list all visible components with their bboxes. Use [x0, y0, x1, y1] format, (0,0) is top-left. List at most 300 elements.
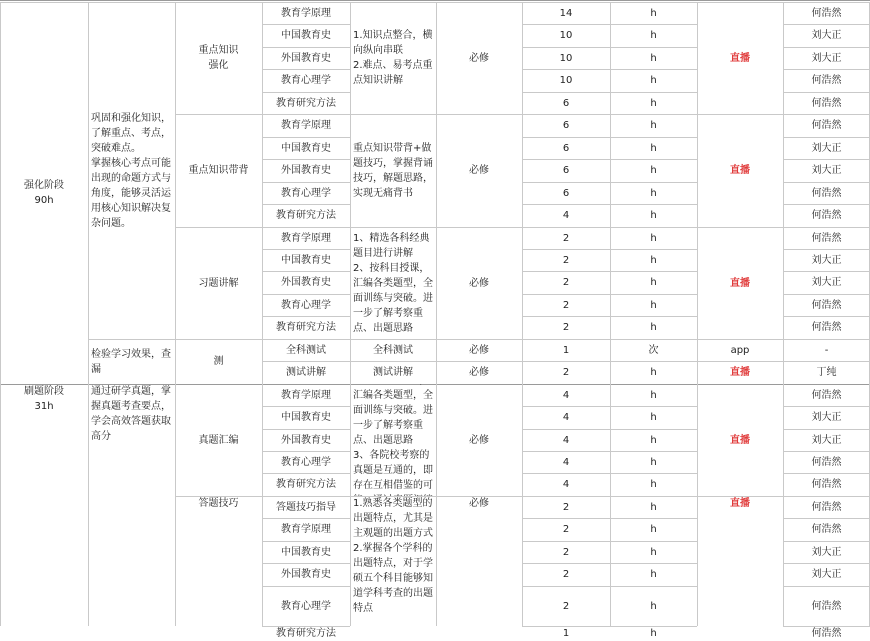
grid-line: [697, 2, 698, 626]
hours-cell: [522, 92, 610, 114]
grid-line: [783, 563, 870, 564]
required-cell: [436, 114, 522, 227]
teacher-cell: [783, 114, 870, 137]
grid-line: [783, 541, 870, 542]
method-cell: [697, 2, 783, 114]
subject-cell-text: 外国教育史: [281, 52, 331, 64]
teacher-cell-text: 刘大正: [811, 569, 842, 580]
module-name: [175, 227, 262, 339]
teacher-cell-text: 何浩然: [811, 524, 842, 535]
hours-cell-text: 2: [562, 322, 570, 333]
subject-cell: [262, 227, 350, 249]
unit-cell-text: h: [650, 232, 657, 244]
unit-cell-text: h: [650, 97, 657, 109]
unit-cell-text: h: [650, 628, 657, 639]
subject-cell: [262, 384, 350, 406]
grid-line: [783, 159, 870, 160]
hours-cell-text: 10: [559, 75, 573, 86]
unit-cell: [610, 204, 697, 227]
desc-cell: [350, 361, 436, 384]
subject-cell: [262, 563, 350, 586]
stage-name-text: 刷题阶段 31h: [24, 386, 64, 412]
hours-cell-text: 2: [562, 299, 570, 311]
unit-cell-text: h: [650, 412, 657, 423]
unit-cell: [610, 159, 697, 182]
grid-line: [262, 541, 350, 542]
subject-cell-text: 外国教育史: [281, 165, 331, 176]
subject-cell-text: 答题技巧指导: [276, 501, 336, 513]
teacher-cell-text: 刘大正: [811, 30, 842, 41]
subject-cell-text: 教育心理学: [281, 75, 331, 86]
grid-line: [262, 159, 350, 160]
module-name: [175, 384, 262, 496]
grid-line: [262, 361, 870, 362]
hours-cell-text: 10: [559, 30, 573, 41]
grid-line: [0, 2, 1, 626]
unit-cell: [610, 2, 697, 24]
hours-cell-text: 6: [562, 97, 570, 109]
module-desc-text: 1、精选各科经典 题目进行讲解 2、按科目授课， 汇编各类题型，全 面训练与突破。进 一步了解考察重 点、出题思路: [353, 232, 433, 334]
unit-cell: [610, 294, 697, 316]
subject-cell: [262, 271, 350, 294]
subject-cell: [262, 92, 350, 114]
teacher-cell-text: 刘大正: [811, 165, 842, 176]
subject-cell: [262, 518, 350, 541]
teacher-cell: [783, 159, 870, 182]
grid-line: [783, 518, 870, 519]
desc-cell-text: 测试讲解: [373, 367, 413, 378]
subject-cell-text: 教育学原理: [281, 232, 331, 244]
teacher-cell: [783, 137, 870, 159]
hours-cell: [522, 384, 610, 406]
grid-line: [783, 182, 870, 183]
grid-line: [262, 24, 350, 25]
hours-cell-text: 4: [562, 456, 570, 468]
subject-cell-text: 中国教育史: [281, 546, 331, 558]
method-cell-text: 直播: [730, 165, 750, 176]
hours-cell-text: 6: [562, 187, 570, 199]
grid-line: [783, 24, 870, 25]
hours-cell: [522, 114, 610, 137]
required-cell: [436, 227, 522, 339]
teacher-cell-text: 何浩然: [811, 232, 842, 244]
teacher-cell: [783, 518, 870, 541]
method-cell-text: 直播: [730, 277, 750, 289]
unit-cell-text: h: [650, 165, 657, 176]
unit-cell-text: 次: [648, 344, 659, 356]
subject-cell-text: 外国教育史: [281, 569, 331, 580]
required-cell-text: 必修: [469, 367, 489, 378]
teacher-cell-text: 何浩然: [811, 187, 842, 199]
grid-line: [262, 204, 350, 205]
grid-line: [262, 182, 350, 183]
subject-cell-text: 中国教育史: [281, 412, 331, 423]
subject-cell: [262, 204, 350, 227]
hours-cell-text: 4: [562, 210, 570, 221]
subject-cell-text: 教育心理学: [281, 600, 331, 612]
module-name-text: 真题汇编: [198, 434, 239, 446]
grid-line: [262, 626, 350, 627]
module-desc: [350, 227, 436, 339]
method-cell-text: 直播: [730, 52, 750, 64]
grid-line: [783, 249, 870, 250]
grid-line: [262, 563, 350, 564]
hours-cell-text: 4: [562, 479, 570, 490]
unit-cell-text: h: [650, 277, 657, 288]
unit-cell-text: h: [650, 52, 657, 64]
module-desc-text: 1.知识点整合，横 向纵向串联 2.难点、易考点重 点知识讲解: [353, 30, 433, 86]
method-cell: [697, 114, 783, 227]
unit-cell: [610, 271, 697, 294]
hours-cell-text: 2: [562, 277, 570, 288]
unit-cell: [610, 249, 697, 271]
required-cell-text: 必修: [469, 498, 489, 509]
module-desc-text: 重点知识带背+做 题技巧，掌握背诵 技巧，解题思路， 实现无痛背书: [353, 142, 433, 199]
stage-name: [0, 384, 88, 414]
teacher-cell-text: 何浩然: [811, 75, 842, 86]
subject-cell-text: 全科测试: [286, 344, 326, 356]
teacher-cell-text: 何浩然: [811, 7, 842, 19]
subject-cell-text: 外国教育史: [281, 277, 331, 288]
subject-cell-text: 教育学原理: [281, 389, 331, 401]
module-name-text: 答题技巧: [198, 498, 239, 509]
hours-cell: [522, 204, 610, 227]
hours-cell-text: 4: [562, 412, 570, 423]
required-cell-text: 必修: [469, 165, 489, 176]
teacher-cell-text: 何浩然: [811, 600, 842, 612]
teacher-cell-text: 刘大正: [811, 434, 842, 446]
teacher-cell: [783, 2, 870, 24]
hours-cell-text: 1: [562, 344, 570, 356]
stage-goal: [88, 2, 175, 339]
teacher-cell-text: 刘大正: [811, 142, 842, 154]
teacher-cell: [783, 47, 870, 69]
teacher-cell: [783, 406, 870, 429]
subject-cell-text: 教育心理学: [281, 299, 331, 311]
subject-cell: [262, 114, 350, 137]
teacher-cell-text: 刘大正: [811, 412, 842, 423]
subject-cell: [262, 451, 350, 473]
unit-cell-text: h: [650, 456, 657, 468]
subject-cell-text: 教育心理学: [281, 187, 331, 199]
subject-cell: [262, 69, 350, 92]
teacher-cell-text: 何浩然: [811, 628, 842, 639]
unit-cell: [610, 47, 697, 69]
grid-line: [0, 0, 870, 1]
module-desc: [350, 2, 436, 114]
unit-cell: [610, 227, 697, 249]
teacher-cell: [783, 496, 870, 518]
method-cell-text: 直播: [730, 367, 750, 378]
test-goal-cell-text: 检验学习效果，查漏: [91, 348, 171, 375]
hours-cell: [522, 294, 610, 316]
subject-cell-text: 中国教育史: [281, 30, 331, 41]
subject-cell: [262, 294, 350, 316]
unit-cell-text: h: [650, 479, 657, 490]
teacher-cell: [783, 451, 870, 473]
hours-cell: [522, 47, 610, 69]
teacher-cell-text: -: [824, 344, 829, 356]
grid-line: [262, 473, 350, 474]
hours-cell: [522, 541, 610, 563]
subject-cell-text: 教育学原理: [281, 120, 331, 131]
unit-cell: [610, 316, 697, 339]
required-cell: [436, 361, 522, 384]
grid-line: [783, 47, 870, 48]
hours-cell: [522, 227, 610, 249]
grid-line: [783, 473, 870, 474]
teacher-cell: [783, 541, 870, 563]
method-cell-text: 直播: [730, 498, 750, 509]
stage-goal-text: 巩固和强化知识， 了解重点、考点， 突破难点。 掌握核心考点可能 出现的命题方式与 角度，能够灵活运 用核心知识解决复 杂问题。: [91, 112, 171, 229]
unit-cell: [610, 451, 697, 473]
grid-line: [262, 586, 350, 587]
unit-cell-text: h: [650, 524, 657, 535]
subject-cell-text: 教育学原理: [281, 7, 331, 19]
teacher-cell: [783, 204, 870, 227]
grid-line: [262, 2, 263, 626]
subject-cell-text: 外国教育史: [281, 434, 331, 446]
grid-line: [262, 429, 350, 430]
grid-line: [175, 2, 176, 626]
subject-cell: [262, 24, 350, 47]
grid-line: [610, 2, 611, 626]
module-name: [175, 339, 262, 384]
module-name-text: 习题讲解: [198, 277, 239, 289]
module-desc-text: 1.熟悉各类题型的 出题特点，尤其是 主观题的出题方式 2.掌握各个学科的 出题特点，对于学 硕五个科目能够知 道学科考查的出题 特点: [353, 498, 433, 614]
grid-line: [783, 271, 870, 272]
method-cell: [697, 227, 783, 339]
grid-line: [783, 204, 870, 205]
subject-cell-text: 教育研究方法: [276, 210, 336, 221]
subject-cell: [262, 339, 350, 361]
hours-cell-text: 2: [562, 600, 570, 612]
grid-line: [262, 316, 350, 317]
method-cell: [697, 496, 783, 511]
module-desc: [350, 384, 436, 496]
required-cell: [436, 339, 522, 361]
grid-line: [262, 271, 350, 272]
subject-cell-text: 中国教育史: [281, 254, 331, 266]
hours-cell: [522, 249, 610, 271]
unit-cell-text: h: [650, 7, 657, 19]
subject-cell: [262, 2, 350, 24]
required-cell-text: 必修: [469, 344, 489, 356]
teacher-cell-text: 刘大正: [811, 254, 842, 266]
teacher-cell: [783, 249, 870, 271]
teacher-cell-text: 何浩然: [811, 501, 842, 513]
hours-cell-text: 14: [559, 7, 573, 19]
unit-cell: [610, 626, 697, 641]
grid-line: [262, 451, 350, 452]
teacher-cell: [783, 92, 870, 114]
test-goal-cell: [88, 339, 175, 384]
hours-cell-text: 6: [562, 142, 570, 154]
module-name: [175, 496, 262, 511]
grid-line: [88, 339, 175, 340]
hours-cell: [522, 563, 610, 586]
hours-cell: [522, 271, 610, 294]
unit-cell: [610, 496, 697, 518]
unit-cell: [610, 69, 697, 92]
grid-line: [262, 69, 350, 70]
hours-cell-text: 2: [562, 546, 570, 558]
module-name: [175, 2, 262, 114]
subject-cell: [262, 586, 350, 626]
hours-cell-text: 2: [562, 501, 570, 513]
required-cell: [436, 496, 522, 511]
subject-cell: [262, 249, 350, 271]
unit-cell: [610, 114, 697, 137]
required-cell-text: 必修: [469, 52, 489, 64]
method-cell: [697, 339, 783, 361]
unit-cell-text: h: [650, 142, 657, 154]
unit-cell-text: h: [650, 120, 657, 131]
unit-cell: [610, 586, 697, 626]
method-cell: [697, 384, 783, 496]
grid-line: [522, 2, 523, 626]
grid-line: [262, 137, 350, 138]
teacher-cell-text: 何浩然: [811, 210, 842, 221]
hours-cell: [522, 137, 610, 159]
grid-line: [783, 406, 870, 407]
grid-line: [262, 92, 350, 93]
teacher-cell-text: 刘大正: [811, 546, 842, 558]
subject-cell-text: 教育研究方法: [276, 479, 336, 490]
grid-line: [436, 2, 437, 626]
unit-cell: [610, 361, 697, 384]
required-cell-text: 必修: [469, 434, 489, 446]
unit-cell-text: h: [650, 187, 657, 199]
teacher-cell-text: 何浩然: [811, 322, 842, 333]
method-cell-text: app: [730, 344, 750, 356]
unit-cell: [610, 92, 697, 114]
grid-line: [262, 406, 350, 407]
hours-cell-text: 6: [562, 120, 570, 131]
teacher-cell: [783, 24, 870, 47]
unit-cell-text: h: [650, 75, 657, 86]
hours-cell: [522, 159, 610, 182]
hours-cell-text: 2: [562, 254, 570, 266]
unit-cell: [610, 182, 697, 204]
hours-cell: [522, 473, 610, 496]
teacher-cell: [783, 271, 870, 294]
subject-cell: [262, 541, 350, 563]
hours-cell: [522, 586, 610, 626]
hours-cell: [522, 2, 610, 24]
hours-cell: [522, 429, 610, 451]
unit-cell-text: h: [650, 600, 657, 612]
module-name-text: 测: [213, 356, 224, 367]
grid-line: [262, 249, 350, 250]
teacher-cell-text: 刘大正: [811, 277, 842, 288]
grid-line: [0, 2, 870, 3]
desc-cell: [350, 339, 436, 361]
subject-cell: [262, 316, 350, 339]
teacher-cell-text: 何浩然: [811, 97, 842, 109]
grid-line: [522, 626, 697, 627]
hours-cell: [522, 361, 610, 384]
teacher-cell: [783, 361, 870, 384]
hours-cell-text: 2: [562, 232, 570, 244]
required-cell: [436, 384, 522, 496]
unit-cell-text: h: [650, 210, 657, 221]
grid-line: [783, 429, 870, 430]
grid-line: [783, 137, 870, 138]
subject-cell: [262, 182, 350, 204]
teacher-cell-text: 刘大正: [811, 52, 842, 64]
unit-cell-text: h: [650, 30, 657, 41]
unit-cell: [610, 429, 697, 451]
teacher-cell: [783, 316, 870, 339]
hours-cell: [522, 626, 610, 641]
subject-cell: [262, 496, 350, 518]
subject-cell-text: 教育学原理: [281, 524, 331, 535]
hours-cell: [522, 496, 610, 518]
stage-name-text: 强化阶段 90h: [24, 180, 64, 206]
grid-line: [783, 92, 870, 93]
unit-cell-text: h: [650, 299, 657, 311]
hours-cell: [522, 182, 610, 204]
grid-line: [262, 518, 350, 519]
unit-cell-text: h: [650, 569, 657, 580]
hours-cell-text: 2: [562, 524, 570, 535]
hours-cell: [522, 316, 610, 339]
hours-cell: [522, 518, 610, 541]
grid-line: [262, 361, 350, 362]
grid-line: [88, 2, 89, 626]
unit-cell: [610, 384, 697, 406]
required-cell: [436, 2, 522, 114]
teacher-cell: [783, 182, 870, 204]
unit-cell: [610, 406, 697, 429]
hours-cell-text: 1: [562, 628, 570, 639]
grid-line: [783, 316, 870, 317]
grid-line: [783, 451, 870, 452]
subject-cell-text: 教育研究方法: [276, 628, 336, 639]
teacher-cell: [783, 473, 870, 496]
subject-cell: [262, 159, 350, 182]
grid-line: [262, 47, 350, 48]
unit-cell-text: h: [650, 389, 657, 401]
subject-cell-text: 测试讲解: [286, 367, 326, 378]
desc-cell-text: 全科测试: [373, 344, 413, 356]
grid-line: [783, 2, 784, 626]
hours-cell: [522, 339, 610, 361]
hours-cell-text: 4: [562, 434, 570, 446]
teacher-cell-text: 何浩然: [811, 120, 842, 131]
module-desc-text: 汇编各类题型，全 面训练与突破。进 一步了解考察重 点、出题思路 3、各院校考察的 真题是互通的，即 存在互相借鉴的可: [353, 389, 433, 491]
hours-cell-text: 2: [562, 367, 570, 378]
hours-cell: [522, 406, 610, 429]
subject-cell-text: 教育研究方法: [276, 97, 336, 109]
grid-line: [783, 294, 870, 295]
hours-cell: [522, 24, 610, 47]
hours-cell: [522, 69, 610, 92]
unit-cell: [610, 518, 697, 541]
subject-cell: [262, 406, 350, 429]
teacher-cell: [783, 339, 870, 361]
unit-cell-text: h: [650, 367, 657, 378]
grid-line: [262, 294, 350, 295]
module-name-text: 重点知识带背: [188, 165, 249, 176]
subject-cell: [262, 473, 350, 496]
unit-cell: [610, 473, 697, 496]
subject-cell: [262, 47, 350, 69]
module-desc: [350, 496, 436, 616]
teacher-cell: [783, 384, 870, 406]
grid-line: [783, 586, 870, 587]
